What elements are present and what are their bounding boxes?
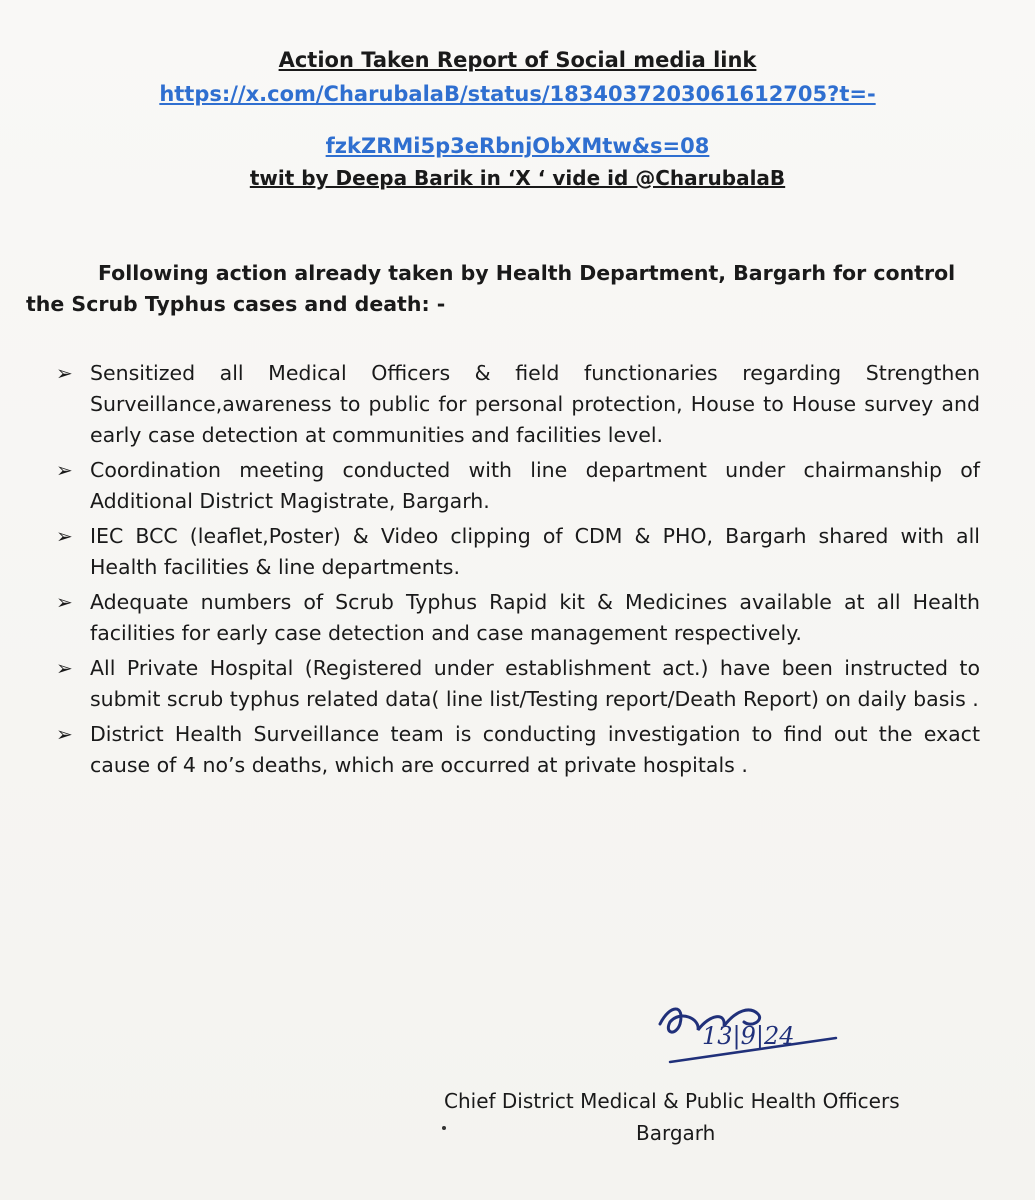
officer-designation: Chief District Medical & Public Health Officers [444,1089,900,1113]
list-item [56,521,980,583]
tweet-reference: twit by Deepa Barik in ‘X ‘ vide id @CharubalaB [249,166,786,190]
stray-mark [442,1126,446,1130]
intro-paragraph: Following action already taken by Health Department, Bargarh for control the Scrub Typhus cases and death: - [26,261,956,316]
list-item-text: District Health Surveillance team is conducting investigation to find out the exact cause of 4 no’s deaths, which are occurred at private hospitals . [90,722,980,777]
arrow-bullet-icon: ➢ [56,590,73,614]
arrow-bullet-icon: ➢ [56,524,73,548]
arrow-bullet-icon: ➢ [56,656,73,680]
officer-district: Bargarh [636,1121,716,1145]
arrow-bullet-icon: ➢ [56,458,73,482]
list-item-text: IEC BCC (leaflet,Poster) & Video clipping of CDM & PHO, Bargarh shared with all Health facilities & line departments. [90,524,980,579]
list-item [56,358,980,451]
list-item-text: All Private Hospital (Registered under establishment act.) have been instructed to submit scrub typhus related data( line list/Testing report/Death Report) on daily basis . [90,656,980,711]
list-item [56,587,980,649]
list-item [56,455,980,517]
list-item [56,653,980,715]
action-list [56,358,980,785]
arrow-bullet-icon: ➢ [56,722,73,746]
arrow-bullet-icon: ➢ [56,361,73,385]
signature-date: 13|9|24 [702,1022,795,1050]
list-item-text: Adequate numbers of Scrub Typhus Rapid kit & Medicines available at all Health facilities for early case detection and case management respectively. [90,590,980,645]
social-media-link-line-1[interactable]: https://x.com/CharubalaB/status/1834037203061612705?t=- [159,82,876,106]
social-media-link-line-2[interactable]: fzkZRMi5p3eRbnjObXMtw&s=08 [325,134,710,158]
list-item-text: Coordination meeting conducted with line department under chairmanship of Additional District Magistrate, Bargarh. [90,458,980,513]
list-item [56,719,980,781]
report-title: Action Taken Report of Social media link [278,48,757,72]
list-item-text: Sensitized all Medical Officers & field functionaries regarding Strengthen Surveillance,awareness to public for personal protection, House to House survey and early case detection at communities and facilities level. [90,361,980,447]
